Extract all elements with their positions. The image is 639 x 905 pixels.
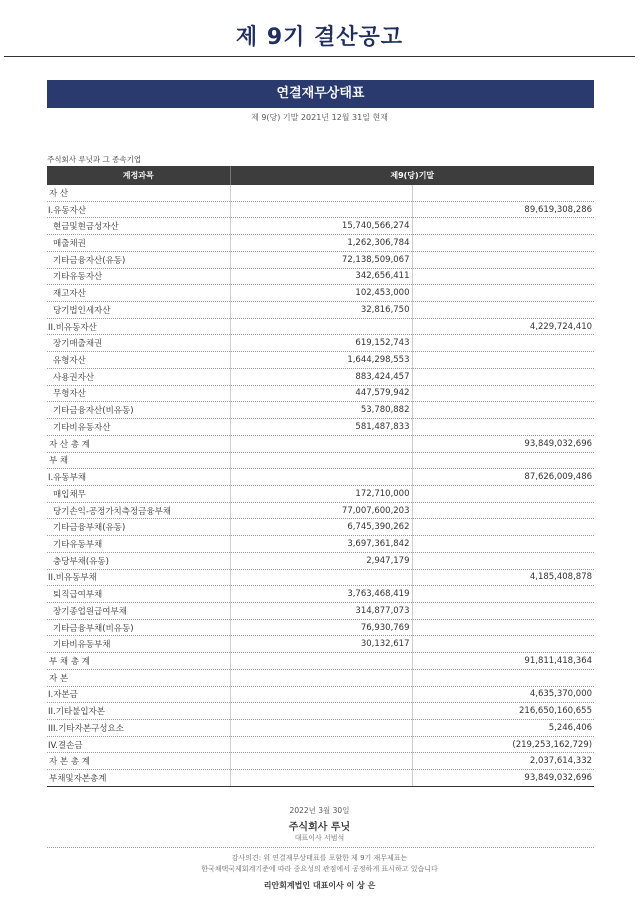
account-name-cell: 기타금융부채(비유동) [47, 619, 230, 636]
table-row [47, 552, 594, 569]
amount-cell: 32,816,750 [230, 302, 412, 319]
account-name-cell: II.비유동자산 [47, 318, 230, 335]
column-header-account: 계정과목 [47, 166, 230, 185]
subtotal-cell [412, 552, 594, 569]
table-row [47, 368, 594, 385]
subtotal-cell [412, 218, 594, 235]
account-name-cell: 장기매출채권 [47, 335, 230, 352]
amount-cell [230, 770, 412, 787]
account-name-cell: 기타유동자산 [47, 268, 230, 285]
title-divider [4, 56, 635, 57]
amount-cell [230, 318, 412, 335]
account-name-cell: 기타금융부채(유동) [47, 519, 230, 536]
amount-cell: 619,152,743 [230, 335, 412, 352]
table-row [47, 753, 594, 770]
amount-cell: 883,424,457 [230, 368, 412, 385]
subtotal-cell [412, 302, 594, 319]
subtotal-cell: 4,635,370,000 [412, 686, 594, 703]
amount-cell: 72,138,509,067 [230, 251, 412, 268]
subtotal-cell [412, 419, 594, 436]
table-body [47, 185, 594, 786]
page-title: 제 9기 결산공고 [235, 25, 404, 50]
subtotal-cell: (219,253,162,729) [412, 736, 594, 753]
amount-cell: 1,262,306,784 [230, 235, 412, 252]
table-row [47, 586, 594, 603]
amount-cell: 447,579,942 [230, 385, 412, 402]
account-name-cell: 당기법인세자산 [47, 302, 230, 319]
subtotal-cell: 4,229,724,410 [412, 318, 594, 335]
subtotal-cell: 4,185,408,878 [412, 569, 594, 586]
subtotal-cell: 89,619,308,286 [412, 201, 594, 218]
subtotal-cell: 2,037,614,332 [412, 753, 594, 770]
account-name-cell: 매입채무 [47, 485, 230, 502]
amount-cell: 581,487,833 [230, 419, 412, 436]
subtotal-cell [412, 636, 594, 653]
account-name-cell: 충당부채(유동) [47, 552, 230, 569]
table-row [47, 419, 594, 436]
audit-opinion-line: 감사의견: 위 연결재무상태표를 포함한 제 9기 재무제표는 [231, 854, 408, 862]
account-name-cell: 사용권자산 [47, 368, 230, 385]
statement-period: 제 9(당) 기말 2021년 12월 31일 현재 [251, 113, 388, 122]
account-name-cell: 유형자산 [47, 352, 230, 369]
table-row [47, 502, 594, 519]
table-row [47, 201, 594, 218]
amount-cell [230, 669, 412, 686]
company-name: 주식회사 루닛과 그 종속기업 [47, 155, 142, 164]
table-row [47, 469, 594, 486]
table-row [47, 268, 594, 285]
table-row [47, 402, 594, 419]
subtotal-cell [412, 335, 594, 352]
table-header-row [47, 166, 594, 185]
account-name-cell: 기타유동부채 [47, 536, 230, 553]
amount-cell [230, 469, 412, 486]
amount-cell [230, 686, 412, 703]
amount-cell: 53,780,882 [230, 402, 412, 419]
amount-cell: 30,132,617 [230, 636, 412, 653]
subtotal-cell: 93,849,032,696 [412, 435, 594, 452]
amount-cell [230, 185, 412, 201]
subtotal-cell [412, 586, 594, 603]
table-row [47, 653, 594, 670]
table-row [47, 251, 594, 268]
subtotal-cell [412, 452, 594, 469]
amount-cell [230, 452, 412, 469]
table-row [47, 335, 594, 352]
account-name-cell: 기타금융자산(비유동) [47, 402, 230, 419]
table-row [47, 703, 594, 720]
amount-cell: 1,644,298,553 [230, 352, 412, 369]
amount-cell: 15,740,566,274 [230, 218, 412, 235]
account-name-cell: 자 본 [47, 669, 230, 686]
account-name-cell: 재고자산 [47, 285, 230, 302]
amount-cell: 2,947,179 [230, 552, 412, 569]
subtotal-cell [412, 385, 594, 402]
table-row [47, 736, 594, 753]
account-name-cell: 부채및자본총계 [47, 770, 230, 787]
subtotal-cell: 216,650,160,655 [412, 703, 594, 720]
table-row [47, 385, 594, 402]
subtotal-cell [412, 602, 594, 619]
subtotal-cell [412, 268, 594, 285]
account-name-cell: 부 채 [47, 452, 230, 469]
account-name-cell: I.유동자산 [47, 201, 230, 218]
account-name-cell: 자 산 총 계 [47, 435, 230, 452]
subtotal-cell [412, 519, 594, 536]
table-row [47, 235, 594, 252]
announcement-date: 2022년 3월 30일 [289, 806, 350, 815]
amount-cell: 6,745,390,262 [230, 519, 412, 536]
table-row [47, 636, 594, 653]
amount-cell: 77,007,600,203 [230, 502, 412, 519]
amount-cell: 3,763,468,419 [230, 586, 412, 603]
ceo-name: 대표이사 서범석 [294, 834, 345, 842]
footer-divider [47, 847, 594, 848]
subtotal-cell: 91,811,418,364 [412, 653, 594, 670]
subtotal-cell [412, 619, 594, 636]
subtotal-cell [412, 285, 594, 302]
account-name-cell: 기타비유동자산 [47, 419, 230, 436]
amount-cell [230, 653, 412, 670]
table-row [47, 352, 594, 369]
account-name-cell: III.기타자본구성요소 [47, 720, 230, 737]
table-row [47, 485, 594, 502]
table-row [47, 602, 594, 619]
subtotal-cell: 93,849,032,696 [412, 770, 594, 787]
table-row [47, 669, 594, 686]
account-name-cell: II.기타불입자본 [47, 703, 230, 720]
subtotal-cell [412, 402, 594, 419]
table-row [47, 536, 594, 553]
balance-sheet-table [47, 166, 594, 787]
account-name-cell: 부 채 총 계 [47, 653, 230, 670]
table-row [47, 452, 594, 469]
table-row [47, 185, 594, 201]
account-name-cell: 무형자산 [47, 385, 230, 402]
amount-cell: 102,453,000 [230, 285, 412, 302]
amount-cell [230, 435, 412, 452]
account-name-cell: 매출채권 [47, 235, 230, 252]
account-name-cell: I.자본금 [47, 686, 230, 703]
audit-opinion-line: 한국채택국제회계기준에 따라 중요성의 관점에서 공정하게 표시하고 있습니다 [201, 865, 438, 873]
account-name-cell: 기타금융자산(유동) [47, 251, 230, 268]
subtotal-cell: 5,246,406 [412, 720, 594, 737]
table-row [47, 318, 594, 335]
amount-cell [230, 201, 412, 218]
amount-cell [230, 703, 412, 720]
account-name-cell: 현금및현금성자산 [47, 218, 230, 235]
subtotal-cell [412, 485, 594, 502]
table-row [47, 302, 594, 319]
amount-cell: 172,710,000 [230, 485, 412, 502]
table-row [47, 770, 594, 787]
account-name-cell: 자 본 총 계 [47, 753, 230, 770]
amount-cell [230, 753, 412, 770]
table-row [47, 218, 594, 235]
account-name-cell: 기타비유동부채 [47, 636, 230, 653]
table-row [47, 569, 594, 586]
subtotal-cell [412, 669, 594, 686]
account-name-cell: 장기종업원급여부채 [47, 602, 230, 619]
amount-cell: 3,697,361,842 [230, 536, 412, 553]
table-row [47, 435, 594, 452]
amount-cell [230, 569, 412, 586]
amount-cell [230, 720, 412, 737]
account-name-cell: 자 산 [47, 185, 230, 201]
amount-cell: 314,877,073 [230, 602, 412, 619]
subtotal-cell: 87,626,009,486 [412, 469, 594, 486]
table-row [47, 686, 594, 703]
subtotal-cell [412, 536, 594, 553]
audit-opinion [0, 853, 639, 875]
table-row [47, 519, 594, 536]
statement-banner: 연결재무상태표 [47, 80, 594, 108]
subtotal-cell [412, 251, 594, 268]
auditor-name: 리안회계법인 대표이사 이 상 은 [263, 881, 376, 890]
account-name-cell: II.비유동부채 [47, 569, 230, 586]
amount-cell [230, 736, 412, 753]
amount-cell: 342,656,411 [230, 268, 412, 285]
account-name-cell: 당기손익-공정가치측정금융부채 [47, 502, 230, 519]
column-header-period: 제9(당)기말 [230, 166, 594, 185]
subtotal-cell [412, 368, 594, 385]
account-name-cell: I.유동부채 [47, 469, 230, 486]
account-name-cell: IV.결손금 [47, 736, 230, 753]
account-name-cell: 퇴직급여부채 [47, 586, 230, 603]
amount-cell: 76,930,769 [230, 619, 412, 636]
table-row [47, 720, 594, 737]
subtotal-cell [412, 352, 594, 369]
subtotal-cell [412, 185, 594, 201]
subtotal-cell [412, 502, 594, 519]
table-row [47, 285, 594, 302]
table-row [47, 619, 594, 636]
corporation-name: 주식회사 루닛 [288, 822, 351, 833]
subtotal-cell [412, 235, 594, 252]
